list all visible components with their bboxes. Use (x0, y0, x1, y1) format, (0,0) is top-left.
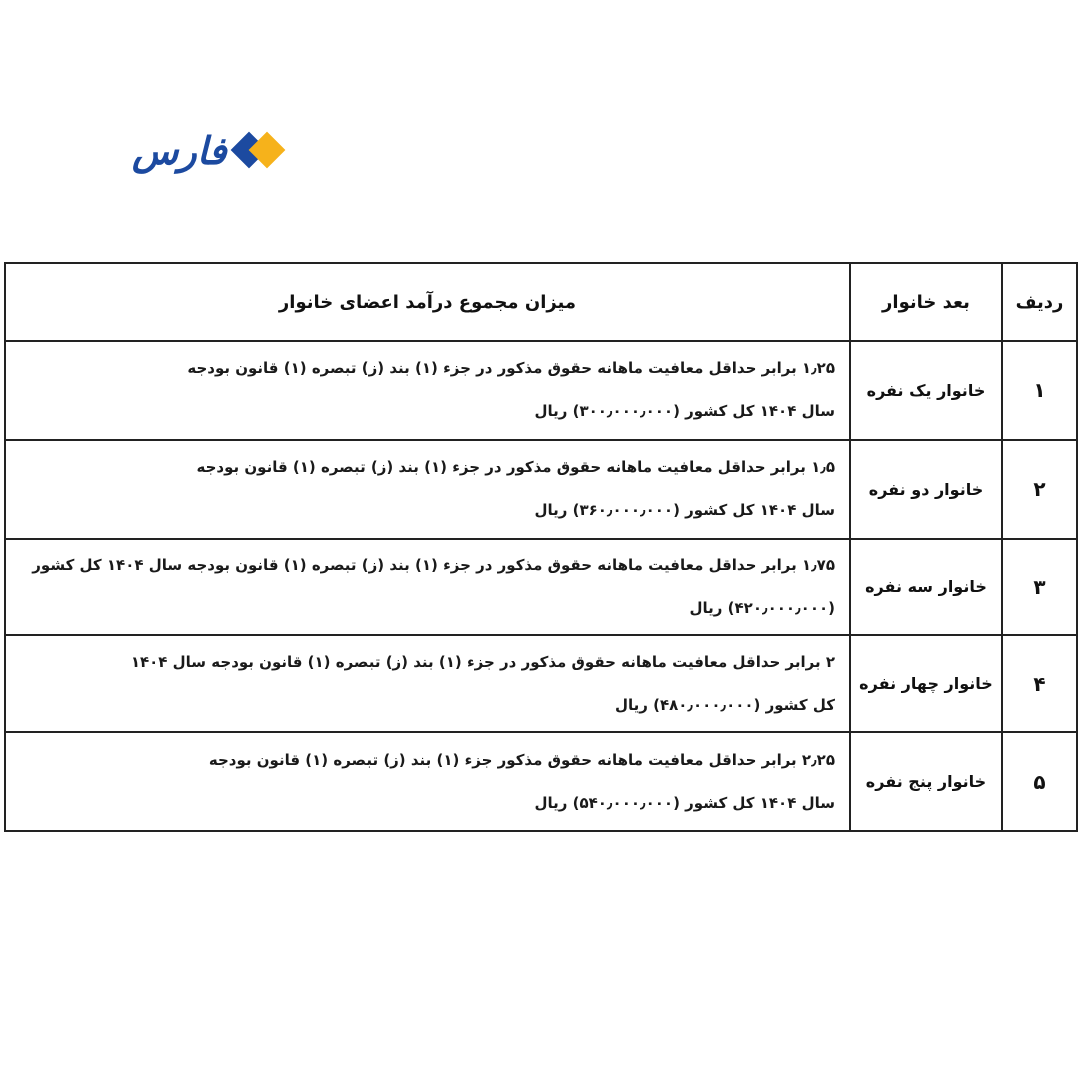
fars-logo-icon (230, 129, 286, 173)
table-row (5, 341, 1077, 440)
family-size-cell: خانوار پنج نفره (850, 732, 1002, 831)
income-line-2: (۴۲۰٫۰۰۰٫۰۰۰) ریال (689, 598, 835, 617)
row-number: ۲ (1002, 440, 1077, 539)
table-row (5, 539, 1077, 636)
fars-logo-text: فارس (132, 128, 227, 173)
income-line-1: ۱٫۷۵ برابر حداقل معافیت ماهانه حقوق مذکور در جزء (۱) بند (ز) تبصره (۱) قانون بودجه سال ۱۴۰۴ کل کشور (32, 555, 835, 574)
income-line-2: سال ۱۴۰۴ کل کشور (۳۶۰٫۰۰۰٫۰۰۰) ریال (534, 501, 835, 520)
row-number: ۴ (1002, 635, 1077, 732)
income-table (4, 262, 1078, 832)
table-header-row (5, 263, 1077, 341)
income-cell (5, 539, 850, 636)
income-line-1: ۱٫۵ برابر حداقل معافیت ماهانه حقوق مذکور در جزء (۱) بند (ز) تبصره (۱) قانون بودجه (196, 458, 835, 477)
family-size-cell: خانوار سه نفره (850, 539, 1002, 636)
header-income: میزان مجموع درآمد اعضای خانوار (5, 263, 850, 341)
income-line-1: ۲٫۲۵ برابر حداقل معافیت ماهانه حقوق مذکور جزء (۱) بند (ز) تبصره (۱) قانون بودجه (208, 750, 835, 769)
family-size-cell: خانوار یک نفره (850, 341, 1002, 440)
row-number: ۳ (1002, 539, 1077, 636)
income-cell (5, 440, 850, 539)
row-number: ۵ (1002, 732, 1077, 831)
income-line-2: سال ۱۴۰۴ کل کشور (۵۴۰٫۰۰۰٫۰۰۰) ریال (534, 793, 835, 812)
income-line-2: کل کشور (۴۸۰٫۰۰۰٫۰۰۰) ریال (614, 695, 835, 714)
table-row (5, 732, 1077, 831)
income-cell (5, 732, 850, 831)
fars-logo (132, 128, 286, 173)
header-row-number: ردیف (1002, 263, 1077, 341)
table-row (5, 440, 1077, 539)
row-number: ۱ (1002, 341, 1077, 440)
header-family-size: بعد خانوار (850, 263, 1002, 341)
income-cell (5, 635, 850, 732)
family-size-cell: خانوار چهار نفره (850, 635, 1002, 732)
family-size-cell: خانوار دو نفره (850, 440, 1002, 539)
table-row (5, 635, 1077, 732)
income-line-1: ۲ برابر حداقل معافیت ماهانه حقوق مذکور در جزء (۱) بند (ز) تبصره (۱) قانون بودجه سال ۱۴۰۴ (130, 652, 835, 671)
income-line-1: ۱٫۲۵ برابر حداقل معافیت ماهانه حقوق مذکور در جزء (۱) بند (ز) تبصره (۱) قانون بودجه (187, 359, 835, 378)
income-line-2: سال ۱۴۰۴ کل کشور (۳۰۰٫۰۰۰٫۰۰۰) ریال (534, 402, 835, 421)
income-table-document (4, 262, 1078, 832)
income-cell (5, 341, 850, 440)
